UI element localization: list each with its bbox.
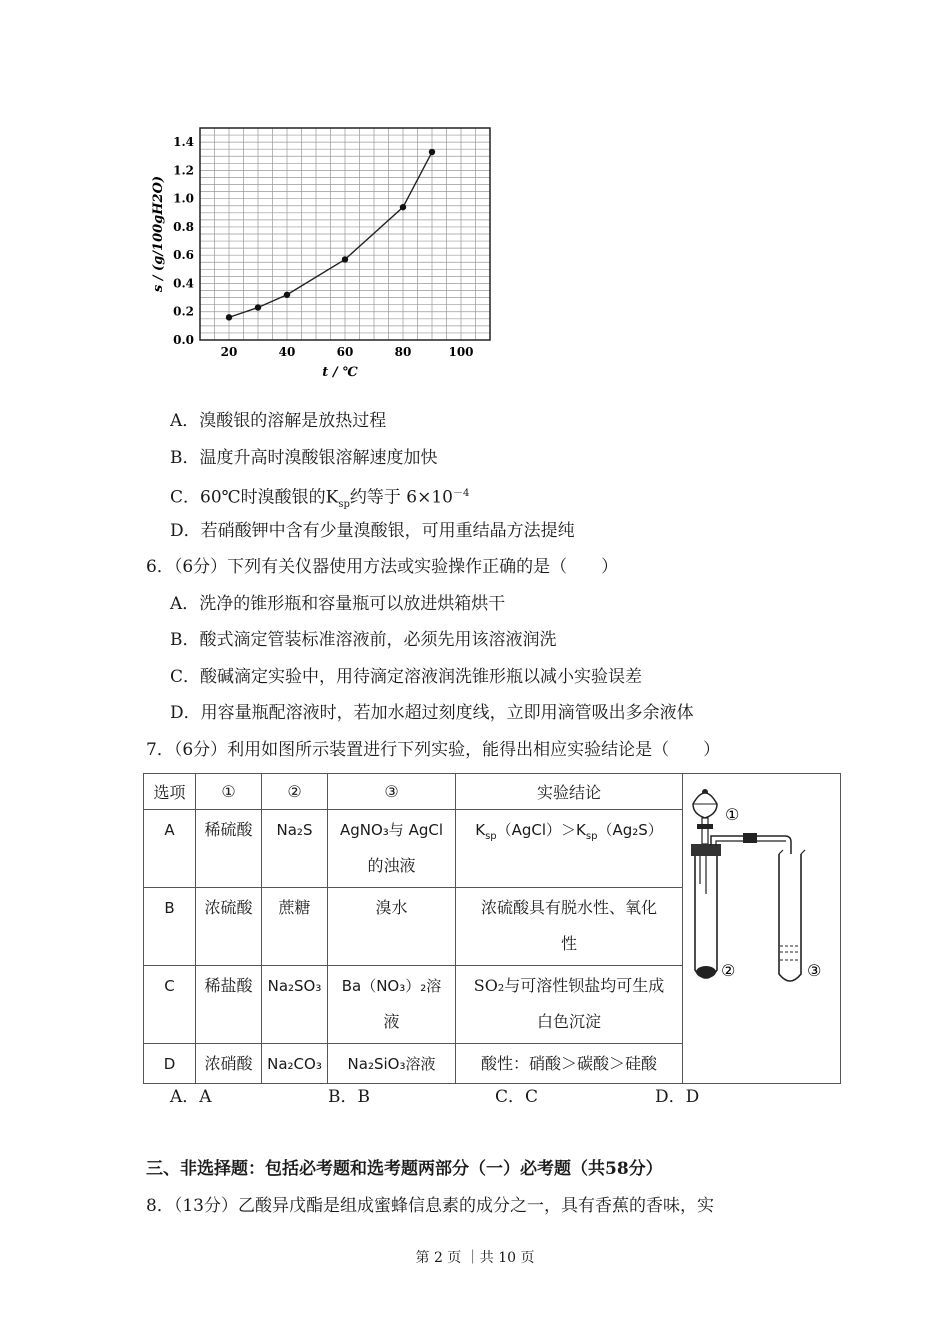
y-axis-label: s / (g/100gH2O) xyxy=(151,175,166,293)
q7-choice-a: A．A xyxy=(170,1087,212,1107)
header-3: ③ xyxy=(328,774,456,810)
y-tick-label: 1.4 xyxy=(173,135,194,150)
q6-option-b: B．酸式滴定管装标准溶液前，必须先用该溶液润洗 xyxy=(170,630,557,650)
data-point xyxy=(255,304,261,310)
table-row: A 稀硫酸 Na₂S AgNO₃与 AgCl 的浊液 $K_{sp}(AgCl)>K_{sp}(Ag_2S)$ xyxy=(144,810,841,888)
y-tick-label: 1.2 xyxy=(173,163,194,178)
x-tick-label: 60 xyxy=(336,345,354,359)
table-header-row xyxy=(144,774,841,810)
y-tick-label: 0.2 xyxy=(173,304,194,319)
y-tick-label: 0.4 xyxy=(173,276,194,291)
data-point xyxy=(429,149,435,155)
table-row: D 浓硝酸 Na₂CO₃ Na₂SiO₃溶液 酸性：硝酸＞碳酸＞硅酸 xyxy=(144,1043,841,1083)
q7-choice-b: B．B xyxy=(328,1087,370,1107)
q6-stem: 6．（6分）下列有关仪器使用方法或实验操作正确的是（ ） xyxy=(146,557,619,577)
x-axis-label: t / ℃ xyxy=(322,365,358,380)
data-point xyxy=(284,292,290,298)
q7-choice-c: C．C xyxy=(495,1087,539,1107)
q6-option-a: A．洗净的锥形瓶和容量瓶可以放进烘箱烘干 xyxy=(170,594,506,614)
q6-option-c: C．酸碱滴定实验中，用待滴定溶液润洗锥形瓶以减小实验误差 xyxy=(170,667,643,687)
q5-option-b: B．温度升高时溴酸银溶解速度加快 xyxy=(170,448,438,468)
table-row: C 稀盐酸 Na₂SO₃ Ba（NO₃）₂溶 液 SO₂与可溶性钡盐均可生成 白色沉淀 xyxy=(144,965,841,1043)
y-tick-label: 1.0 xyxy=(173,191,194,206)
q5-option-d: D．若硝酸钾中含有少量溴酸银，可用重结晶方法提纯 xyxy=(170,521,575,541)
header-2: ② xyxy=(262,774,328,810)
header-option: 选项 xyxy=(144,774,196,810)
apparatus-diagram xyxy=(683,774,840,1079)
y-tick-label: 0.0 xyxy=(173,333,194,347)
apparatus-label-1: ① xyxy=(725,805,740,824)
q7-table xyxy=(143,773,841,1084)
q5-option-a: A．溴酸银的溶解是放热过程 xyxy=(170,411,387,431)
y-tick-label: 0.8 xyxy=(173,219,194,234)
solubility-chart xyxy=(140,118,510,388)
q7-choice-d: D．D xyxy=(655,1087,700,1107)
section-3-heading: 三、非选择题：包括必考题和选考题两部分（一）必考题（共58分） xyxy=(146,1159,663,1179)
page-footer: 第 2 页 ｜共 10 页 xyxy=(415,1250,535,1266)
q5-option-c: C．60℃时溴酸银的$K_{sp}$约等于 $6\times 10^{-4}$ xyxy=(170,487,470,511)
y-tick-label: 0.6 xyxy=(173,248,194,263)
x-tick-label: 20 xyxy=(220,345,238,359)
x-tick-label: 100 xyxy=(448,345,474,359)
chart-grid xyxy=(200,128,490,340)
q8-stem: 8．（13分）乙酸异戊酯是组成蜜蜂信息素的成分之一，具有香蕉的香味，实 xyxy=(146,1196,714,1216)
x-tick-label: 40 xyxy=(278,345,296,359)
data-point xyxy=(400,204,406,210)
header-1: ① xyxy=(196,774,262,810)
q7-stem: 7．（6分）利用如图所示装置进行下列实验，能得出相应实验结论是（ ） xyxy=(146,740,721,760)
x-tick-label: 80 xyxy=(394,345,412,359)
apparatus-label-3: ③ xyxy=(807,961,822,980)
data-point xyxy=(342,256,348,262)
q6-option-d: D．用容量瓶配溶液时，若加水超过刻度线，立即用滴管吸出多余液体 xyxy=(170,703,694,723)
apparatus-label-2: ② xyxy=(721,961,736,980)
data-point xyxy=(226,314,232,320)
header-conclusion: 实验结论 xyxy=(456,774,683,810)
table-row: B 浓硫酸 蔗糖 溴水 浓硫酸具有脱水性、氧化 性 xyxy=(144,888,841,966)
apparatus-cell xyxy=(683,774,841,1084)
